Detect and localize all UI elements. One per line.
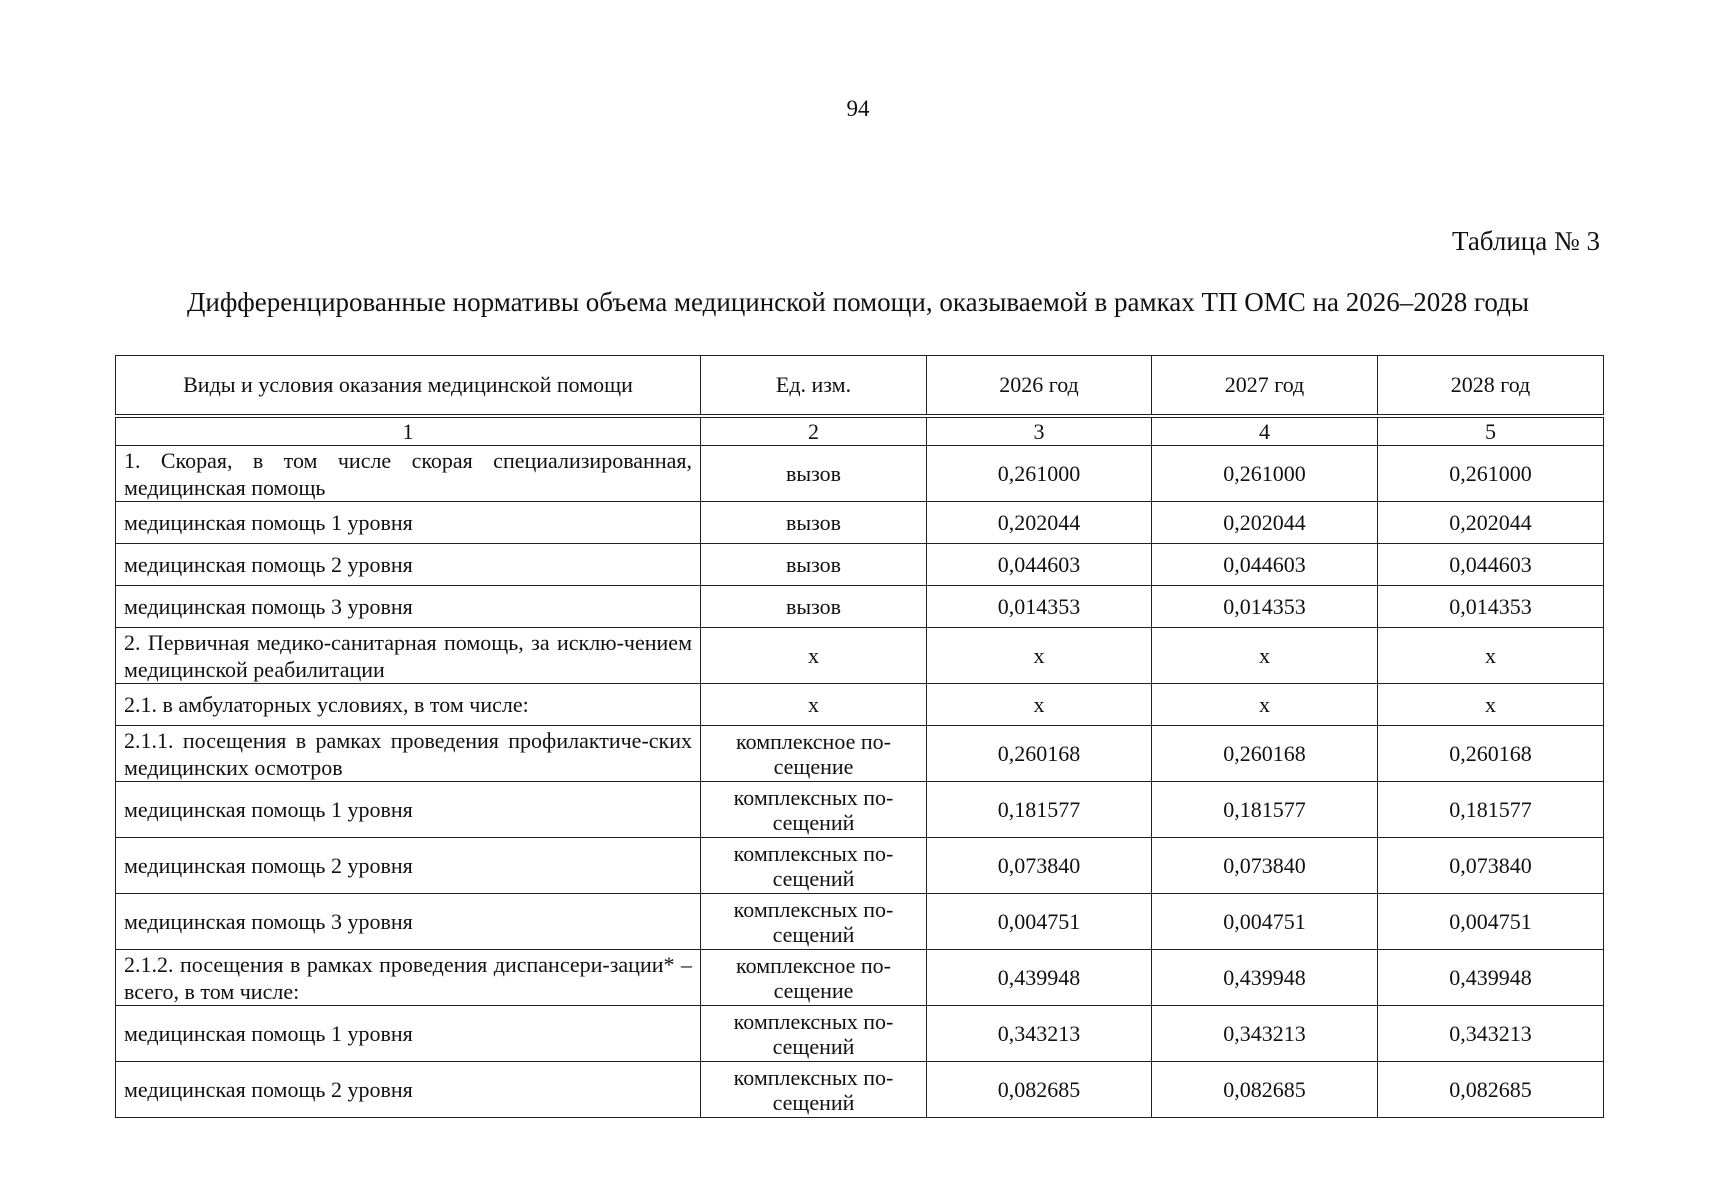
- row-value-2026: 0,261000: [927, 446, 1152, 502]
- row-value-2028: 0,261000: [1378, 446, 1604, 502]
- table-row: [116, 502, 1604, 544]
- row-unit: комплексных по-сещений: [701, 1006, 927, 1062]
- row-name: медицинская помощь 2 уровня: [116, 1062, 701, 1118]
- row-name: медицинская помощь 1 уровня: [116, 1006, 701, 1062]
- row-value-2028: x: [1378, 628, 1604, 684]
- table-row: [116, 684, 1604, 726]
- row-value-2028: x: [1378, 684, 1604, 726]
- table-row: [116, 894, 1604, 950]
- column-header-2027: 2027 год: [1152, 356, 1378, 417]
- row-unit: вызов: [701, 586, 927, 628]
- row-unit: комплексных по-сещений: [701, 782, 927, 838]
- row-value-2027: 0,004751: [1152, 894, 1378, 950]
- row-name: медицинская помощь 3 уровня: [116, 894, 701, 950]
- row-unit: вызов: [701, 446, 927, 502]
- table-row: [116, 586, 1604, 628]
- column-number-row: [116, 416, 1604, 446]
- row-value-2028: 0,004751: [1378, 894, 1604, 950]
- row-value-2028: 0,202044: [1378, 502, 1604, 544]
- row-value-2028: 0,260168: [1378, 726, 1604, 782]
- row-value-2026: 0,343213: [927, 1006, 1152, 1062]
- row-value-2028: 0,181577: [1378, 782, 1604, 838]
- row-value-2027: 0,181577: [1152, 782, 1378, 838]
- row-value-2027: x: [1152, 684, 1378, 726]
- row-value-2026: x: [927, 684, 1152, 726]
- column-number: 5: [1378, 416, 1604, 446]
- row-value-2028: 0,073840: [1378, 838, 1604, 894]
- row-unit: x: [701, 684, 927, 726]
- row-unit: комплексных по-сещений: [701, 894, 927, 950]
- column-number: 4: [1152, 416, 1378, 446]
- table-row: [116, 1006, 1604, 1062]
- row-value-2028: 0,082685: [1378, 1062, 1604, 1118]
- table-row: [116, 544, 1604, 586]
- row-name: 2.1. в амбулаторных условиях, в том числе:: [116, 684, 701, 726]
- row-value-2027: 0,073840: [1152, 838, 1378, 894]
- row-name: медицинская помощь 1 уровня: [116, 502, 701, 544]
- row-value-2026: 0,073840: [927, 838, 1152, 894]
- row-value-2026: 0,181577: [927, 782, 1152, 838]
- row-value-2027: 0,260168: [1152, 726, 1378, 782]
- row-unit: комплексное по-сещение: [701, 950, 927, 1006]
- table-label: Таблица № 3: [1452, 226, 1600, 256]
- row-unit: комплексных по-сещений: [701, 838, 927, 894]
- row-value-2028: 0,044603: [1378, 544, 1604, 586]
- row-name: 1. Скорая, в том числе скорая специализированная, медицинская помощь: [116, 446, 701, 502]
- row-value-2027: x: [1152, 628, 1378, 684]
- column-number: 3: [927, 416, 1152, 446]
- row-value-2027: 0,014353: [1152, 586, 1378, 628]
- row-value-2028: 0,014353: [1378, 586, 1604, 628]
- row-unit: комплексных по-сещений: [701, 1062, 927, 1118]
- page-number: 94: [846, 96, 870, 121]
- row-value-2027: 0,044603: [1152, 544, 1378, 586]
- table-row: [116, 1062, 1604, 1118]
- table-row: [116, 628, 1604, 684]
- row-name: медицинская помощь 2 уровня: [116, 544, 701, 586]
- row-name: медицинская помощь 1 уровня: [116, 782, 701, 838]
- row-value-2026: 0,082685: [927, 1062, 1152, 1118]
- column-header-care-type: Виды и условия оказания медицинской помощи: [116, 356, 701, 417]
- column-header-unit: Ед. изм.: [701, 356, 927, 417]
- row-value-2028: 0,343213: [1378, 1006, 1604, 1062]
- column-number: 1: [116, 416, 701, 446]
- row-value-2026: 0,260168: [927, 726, 1152, 782]
- table-row: [116, 726, 1604, 782]
- row-name: 2. Первичная медико-санитарная помощь, за исклю-чением медицинской реабилитации: [116, 628, 701, 684]
- table-header-row: [116, 356, 1604, 417]
- row-value-2026: 0,202044: [927, 502, 1152, 544]
- row-value-2026: 0,044603: [927, 544, 1152, 586]
- norms-table: [115, 355, 1604, 1118]
- row-unit: x: [701, 628, 927, 684]
- row-value-2027: 0,082685: [1152, 1062, 1378, 1118]
- row-unit: вызов: [701, 502, 927, 544]
- table-row: [116, 838, 1604, 894]
- row-unit: комплексное по-сещение: [701, 726, 927, 782]
- row-value-2026: x: [927, 628, 1152, 684]
- document-title: Дифференцированные нормативы объема медицинской помощи, оказываемой в рамках ТП ОМС на 2026–2028 годы: [187, 287, 1529, 317]
- row-name: медицинская помощь 3 уровня: [116, 586, 701, 628]
- column-number: 2: [701, 416, 927, 446]
- row-unit: вызов: [701, 544, 927, 586]
- row-value-2026: 0,004751: [927, 894, 1152, 950]
- column-header-2026: 2026 год: [927, 356, 1152, 417]
- table-row: [116, 446, 1604, 502]
- row-value-2027: 0,343213: [1152, 1006, 1378, 1062]
- row-value-2026: 0,014353: [927, 586, 1152, 628]
- row-value-2026: 0,439948: [927, 950, 1152, 1006]
- table-row: [116, 950, 1604, 1006]
- row-name: 2.1.1. посещения в рамках проведения профилактиче-ских медицинских осмотров: [116, 726, 701, 782]
- row-value-2027: 0,261000: [1152, 446, 1378, 502]
- row-name: медицинская помощь 2 уровня: [116, 838, 701, 894]
- row-value-2027: 0,439948: [1152, 950, 1378, 1006]
- table-row: [116, 782, 1604, 838]
- row-value-2028: 0,439948: [1378, 950, 1604, 1006]
- column-header-2028: 2028 год: [1378, 356, 1604, 417]
- row-name: 2.1.2. посещения в рамках проведения диспансери-зации* – всего, в том числе:: [116, 950, 701, 1006]
- row-value-2027: 0,202044: [1152, 502, 1378, 544]
